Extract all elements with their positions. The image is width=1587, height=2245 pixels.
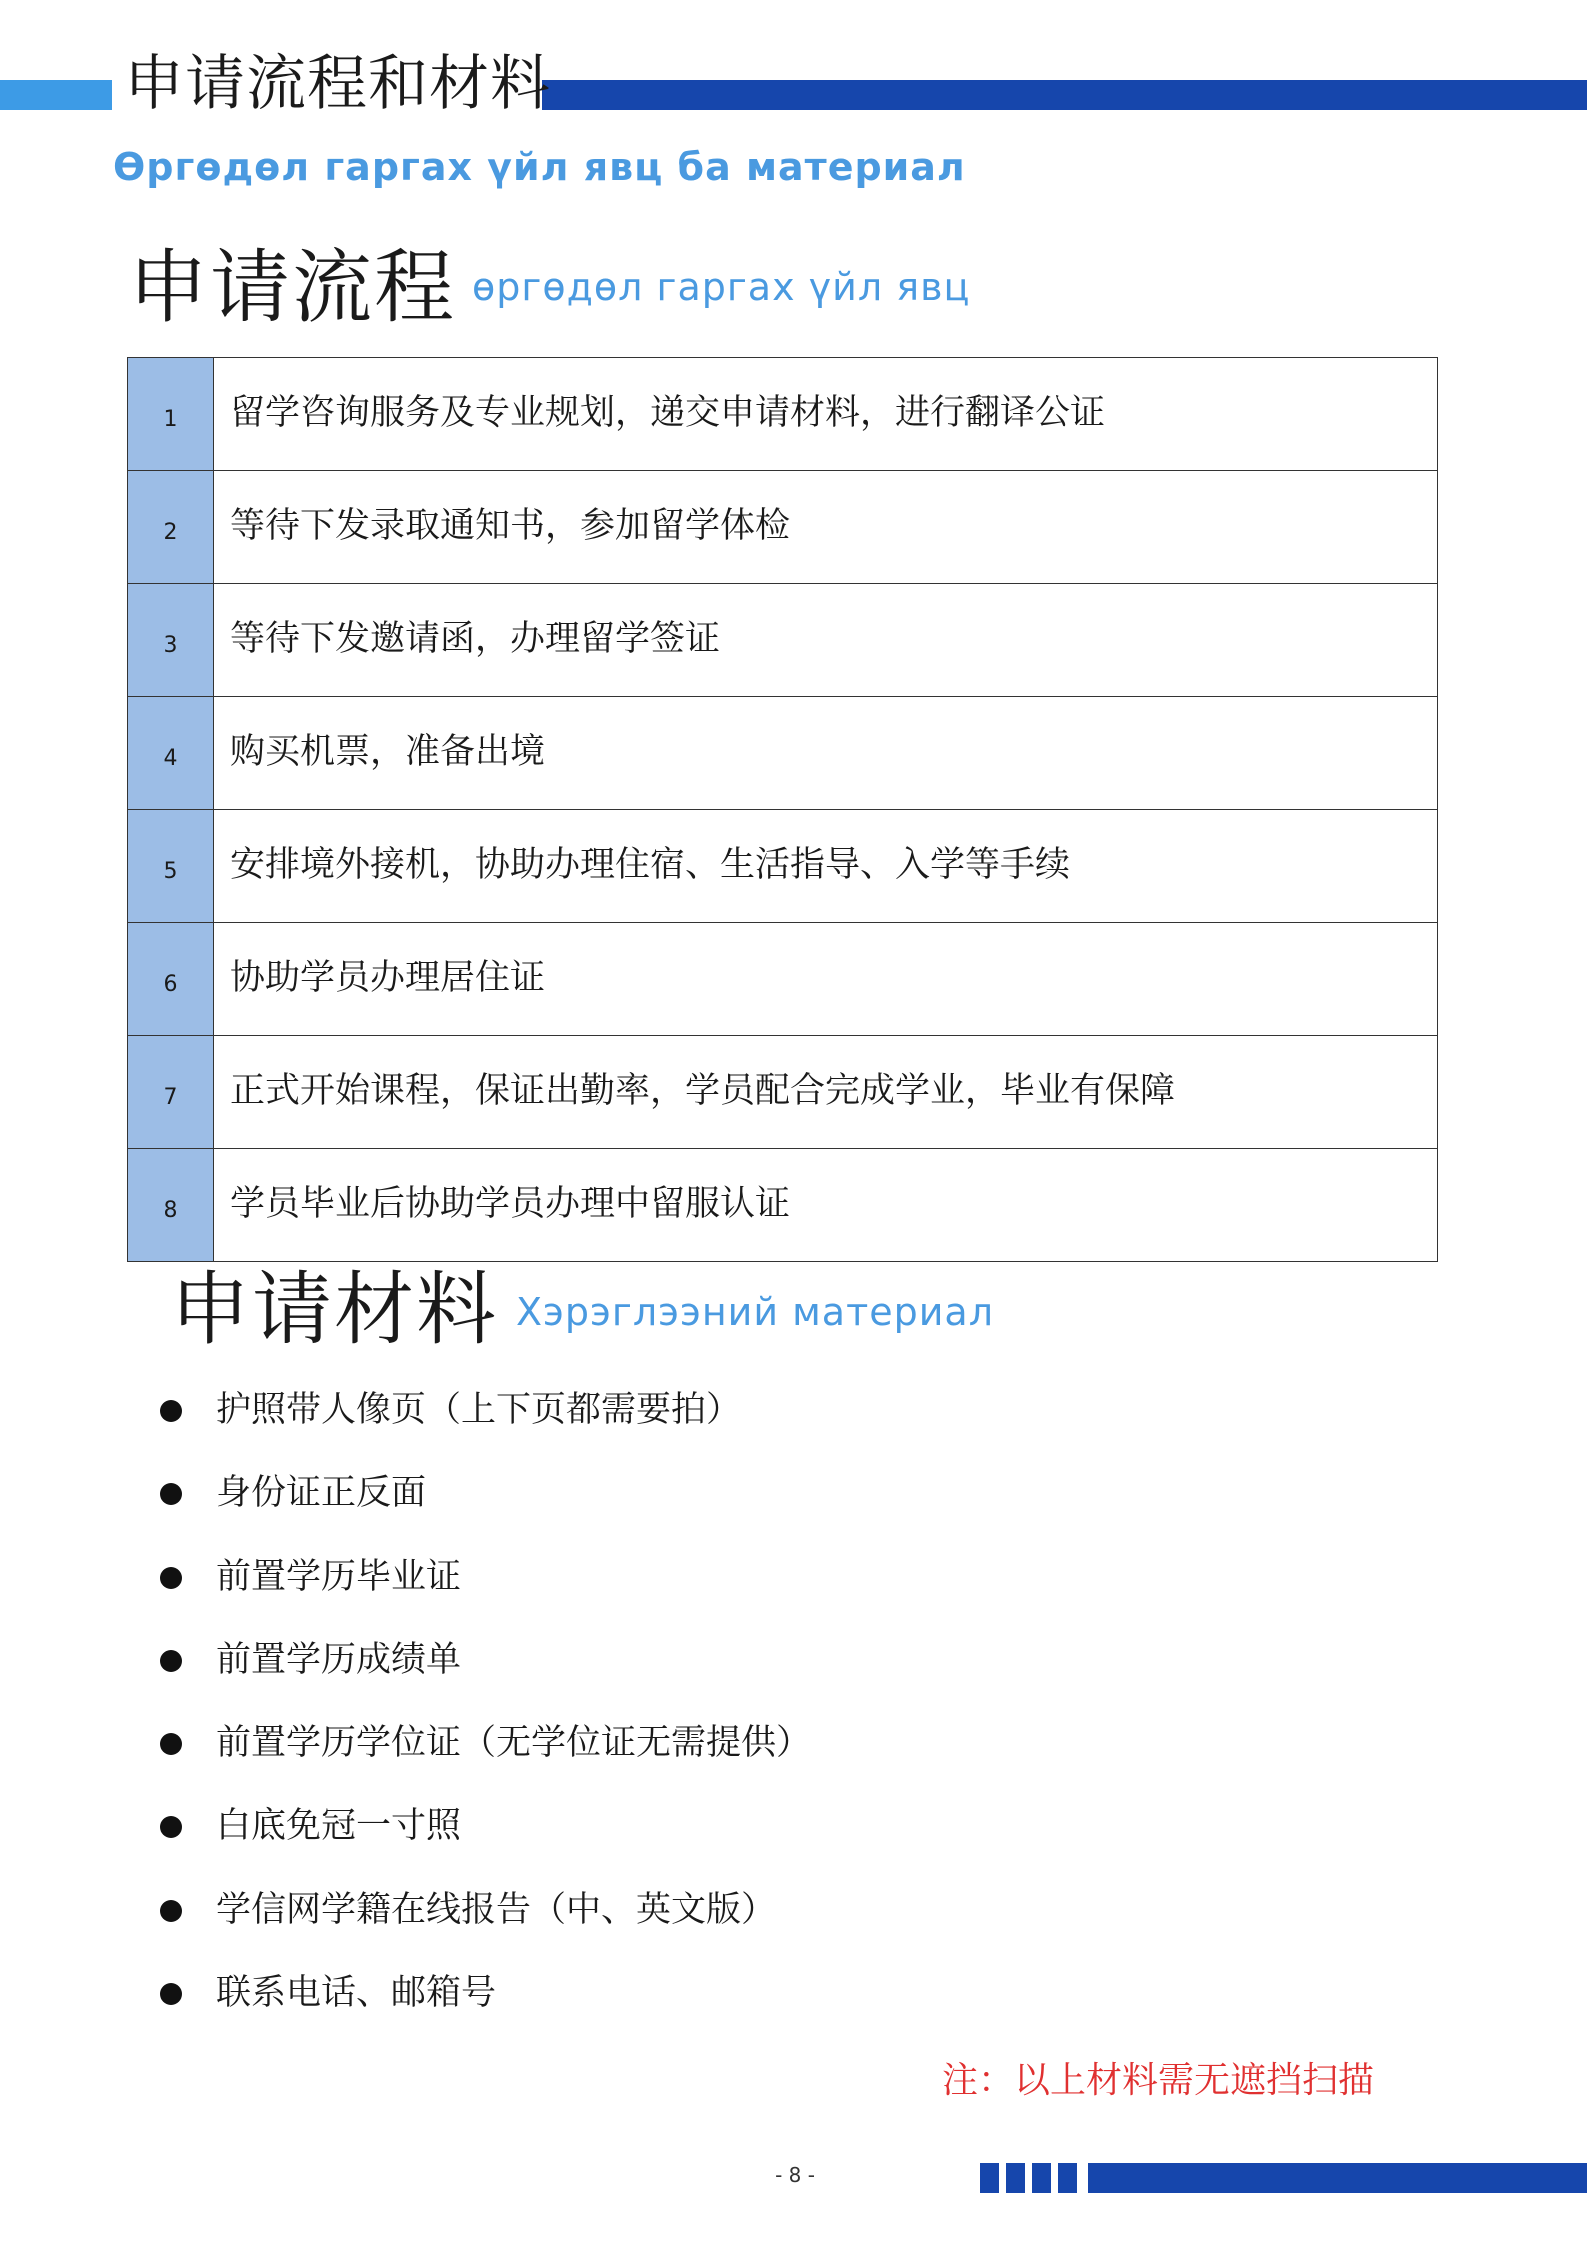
footer-block <box>980 2163 999 2193</box>
step-text: 等待下发录取通知书，参加留学体检 <box>214 471 1438 584</box>
step-text: 等待下发邀请函，办理留学签证 <box>214 584 1438 697</box>
bullet-icon <box>160 1983 182 2005</box>
material-text: 护照带人像页（上下页都需要拍） <box>216 1390 742 1430</box>
page-title: 申请流程和材料 <box>124 49 551 119</box>
step-number: 4 <box>128 697 214 810</box>
bullet-icon <box>160 1483 182 1505</box>
footer-bar <box>1088 2163 1587 2193</box>
process-section-title: 申请流程 <box>128 241 456 334</box>
header-accent-bar-left <box>0 80 112 110</box>
material-text: 前置学历学位证（无学位证无需提供） <box>216 1723 812 1764</box>
bullet-icon <box>160 1733 182 1755</box>
table-row <box>128 1036 1438 1149</box>
list-item <box>160 1380 811 1463</box>
step-number: 3 <box>128 584 214 697</box>
table-row <box>128 810 1438 923</box>
table-row <box>128 584 1438 697</box>
table-row <box>128 358 1438 471</box>
step-text: 正式开始课程，保证出勤率，学员配合完成学业，毕业有保障 <box>214 1036 1438 1149</box>
bullet-icon <box>160 1816 182 1838</box>
step-number: 2 <box>128 471 214 584</box>
list-item <box>160 1880 811 1963</box>
bullet-icon <box>160 1567 182 1589</box>
step-number: 6 <box>128 923 214 1036</box>
bullet-icon <box>160 1650 182 1672</box>
materials-section-title: 申请材料 <box>170 1263 498 1356</box>
material-text: 身份证正反面 <box>216 1473 427 1514</box>
step-text: 安排境外接机，协助办理住宿、生活指导、入学等手续 <box>214 810 1438 923</box>
bullet-icon <box>160 1400 182 1422</box>
materials-section-subtitle: Хэрэглээний материал <box>516 1290 995 1334</box>
table-row <box>128 471 1438 584</box>
material-text: 前置学历毕业证 <box>216 1556 462 1597</box>
bullet-icon <box>160 1900 182 1922</box>
step-text: 学员毕业后协助学员办理中留服认证 <box>214 1149 1438 1262</box>
list-item <box>160 1796 811 1879</box>
header-accent-bar-right <box>542 80 1587 110</box>
list-item <box>160 1713 811 1796</box>
table-row <box>128 1149 1438 1262</box>
process-section-subtitle: өргөдөл гаргах үйл явц <box>472 265 971 309</box>
step-number: 1 <box>128 358 214 471</box>
list-item <box>160 1547 811 1630</box>
step-text: 留学咨询服务及专业规划，递交申请材料，进行翻译公证 <box>214 358 1438 471</box>
step-number: 7 <box>128 1036 214 1149</box>
list-item <box>160 1963 811 2046</box>
footer-block <box>1058 2163 1077 2193</box>
list-item <box>160 1630 811 1713</box>
materials-list <box>160 1380 811 2046</box>
process-steps-table <box>127 357 1438 1262</box>
material-text: 联系电话、邮箱号 <box>216 1973 497 2014</box>
page-subtitle: Өргөдөл гаргах үйл явц ба материал <box>113 145 966 189</box>
step-number: 5 <box>128 810 214 923</box>
material-text: 前置学历成绩单 <box>216 1639 462 1680</box>
step-text: 协助学员办理居住证 <box>214 923 1438 1036</box>
list-item <box>160 1463 811 1546</box>
table-row <box>128 923 1438 1036</box>
material-text: 学信网学籍在线报告（中、英文版） <box>216 1889 777 1930</box>
step-text: 购买机票，准备出境 <box>214 697 1438 810</box>
table-row <box>128 697 1438 810</box>
materials-note: 注：以上材料需无遮挡扫描 <box>942 2060 1375 2101</box>
footer-block <box>1032 2163 1051 2193</box>
page-number: - 8 - <box>775 2163 815 2187</box>
footer-block <box>1006 2163 1025 2193</box>
material-text: 白底免冠一寸照 <box>216 1806 462 1847</box>
step-number: 8 <box>128 1149 214 1262</box>
